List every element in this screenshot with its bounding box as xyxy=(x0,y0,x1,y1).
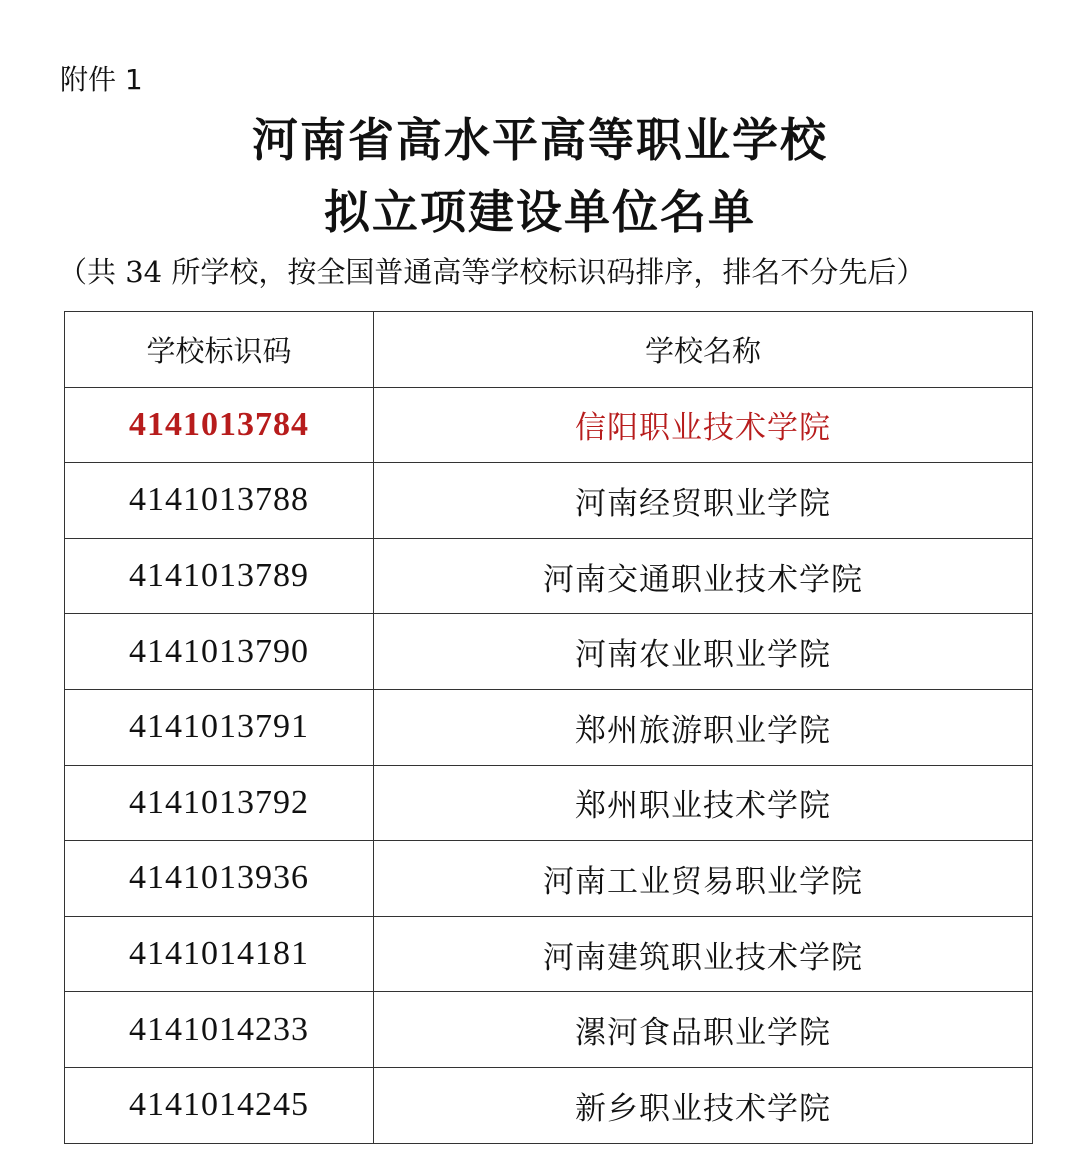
school-list-table xyxy=(64,311,1033,1144)
school-name-cell: 河南建筑职业技术学院 xyxy=(374,916,1033,992)
school-name-cell: 信阳职业技术学院 xyxy=(374,387,1033,463)
attachment-label: 附件 1 xyxy=(60,63,143,96)
school-code-cell: 4141014181 xyxy=(65,916,374,992)
table-row xyxy=(65,538,1033,614)
school-name-cell: 河南工业贸易职业学院 xyxy=(374,841,1033,917)
table-row xyxy=(65,1067,1033,1143)
school-code-cell: 4141014245 xyxy=(65,1067,374,1143)
school-code-cell: 4141013789 xyxy=(65,538,374,614)
table-row xyxy=(65,916,1033,992)
school-name-cell: 河南农业职业学院 xyxy=(374,614,1033,690)
school-name-cell: 河南交通职业技术学院 xyxy=(374,538,1033,614)
school-name-cell: 漯河食品职业学院 xyxy=(374,992,1033,1068)
school-code-cell: 4141013790 xyxy=(65,614,374,690)
table-row xyxy=(65,387,1033,463)
document-title-line-2: 拟立项建设单位名单 xyxy=(324,185,756,239)
school-code-cell: 4141013784 xyxy=(65,387,374,463)
table-row xyxy=(65,689,1033,765)
header-school-code: 学校标识码 xyxy=(65,312,374,388)
school-code-cell: 4141014233 xyxy=(65,992,374,1068)
school-name-cell: 新乡职业技术学院 xyxy=(374,1067,1033,1143)
school-name-cell: 河南经贸职业学院 xyxy=(374,463,1033,539)
school-code-cell: 4141013788 xyxy=(65,463,374,539)
table-row xyxy=(65,992,1033,1068)
school-name-cell: 郑州旅游职业学院 xyxy=(374,689,1033,765)
table-row xyxy=(65,614,1033,690)
school-code-cell: 4141013791 xyxy=(65,689,374,765)
document-title-line-1: 河南省高水平高等职业学校 xyxy=(252,113,828,167)
table-row xyxy=(65,841,1033,917)
header-school-name: 学校名称 xyxy=(374,312,1033,388)
school-code-cell: 4141013792 xyxy=(65,765,374,841)
school-code-cell: 4141013936 xyxy=(65,841,374,917)
school-name-cell: 郑州职业技术学院 xyxy=(374,765,1033,841)
table-row xyxy=(65,463,1033,539)
table-row xyxy=(65,765,1033,841)
table-header-row xyxy=(65,312,1033,388)
document-subtitle: （共 34 所学校，按全国普通高等学校标识码排序，排名不分先后） xyxy=(58,255,926,289)
